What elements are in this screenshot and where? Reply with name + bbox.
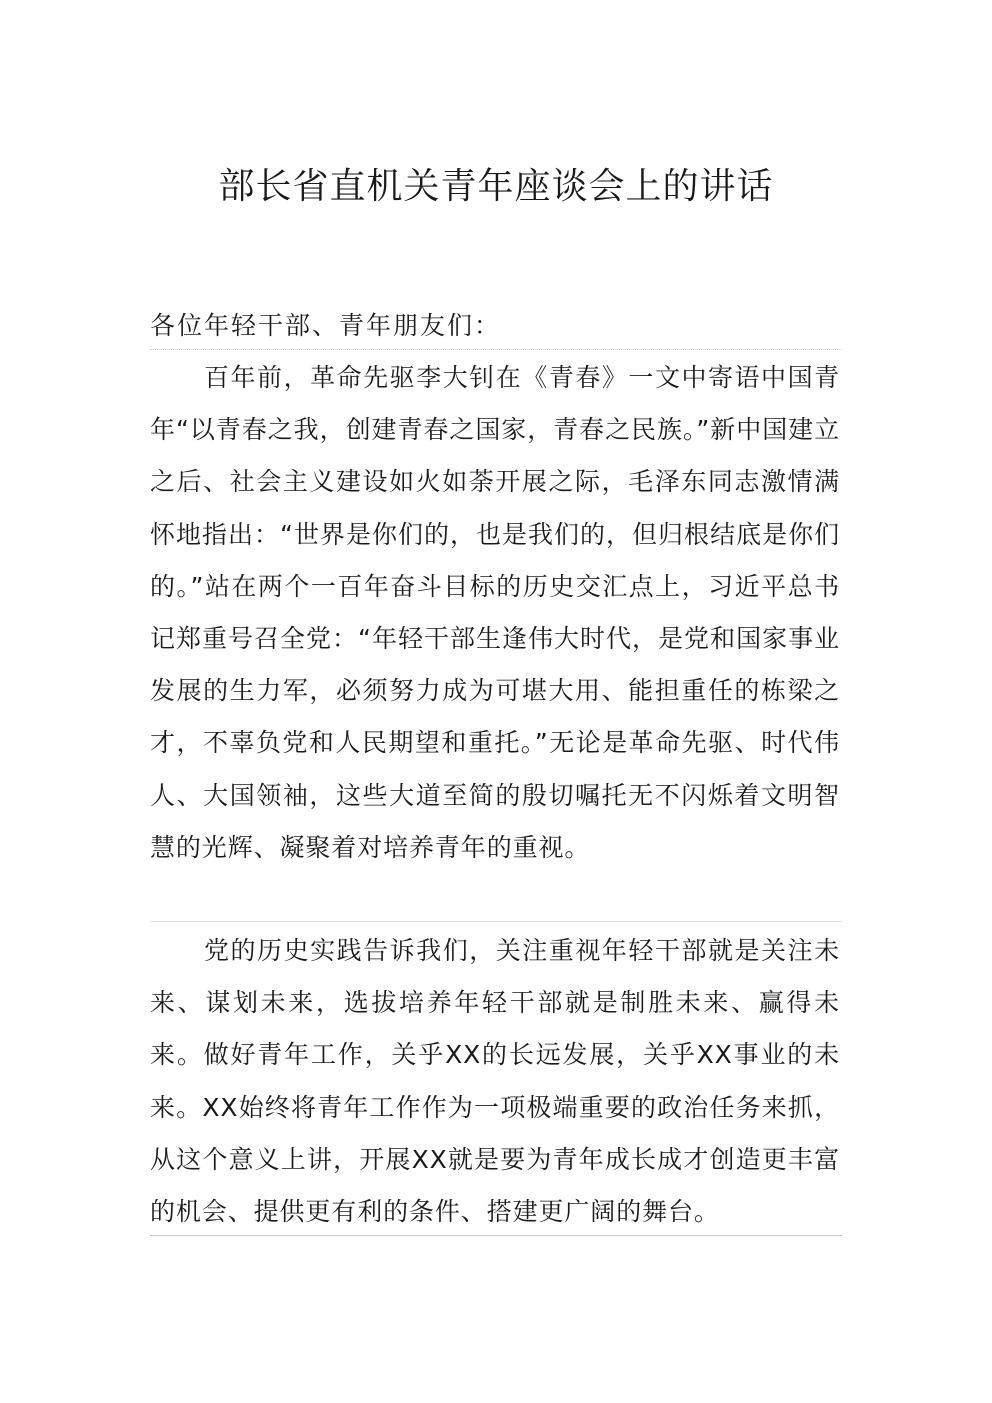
separator-line: [150, 1235, 842, 1236]
paragraph-1: 百年前，革命先驱李大钊在《青春》一文中寄语中国青年“以青春之我，创建青春之国家，青春之民族。”新中国建立之后、社会主义建设如火如荼开展之际，毛泽东同志激情满怀地指出：“世界是你们的，也是我们的，但归根结底是你们的。”站在两个一百年奋斗目标的历史交汇点上，习近平总书记郑重号召全党：“年轻干部生逢伟大时代，是党和国家事业发展的生力军，必须努力成为可堪大用、能担重任的栋梁之才，不辜负党和人民期望和重托。”无论是革命先驱、时代伟人、大国领袖，这些大道至简的殷切嘱托无不闪烁着文明智慧的光辉、凝聚着对培养青年的重视。: [150, 363, 840, 862]
salutation: 各位年轻干部、青年朋友们：: [150, 311, 502, 340]
document-title: 部长省直机关青年座谈会上的讲话: [218, 166, 774, 207]
separator-line: [150, 349, 842, 350]
paragraph-2: 党的历史实践告诉我们，关注重视年轻干部就是关注未来、谋划未来，选拔培养年轻干部就是制胜未来、赢得未来。做好青年工作，关乎XX的长远发展，关乎XX事业的未来。XX始终将青年工作作为一项极端重要的政治任务来抓，从这个意义上讲，开展XX就是要为青年成长成才创造更丰富的机会、提供更有利的条件、搭建更广阔的舞台。: [150, 936, 840, 1227]
separator-line: [150, 921, 842, 922]
